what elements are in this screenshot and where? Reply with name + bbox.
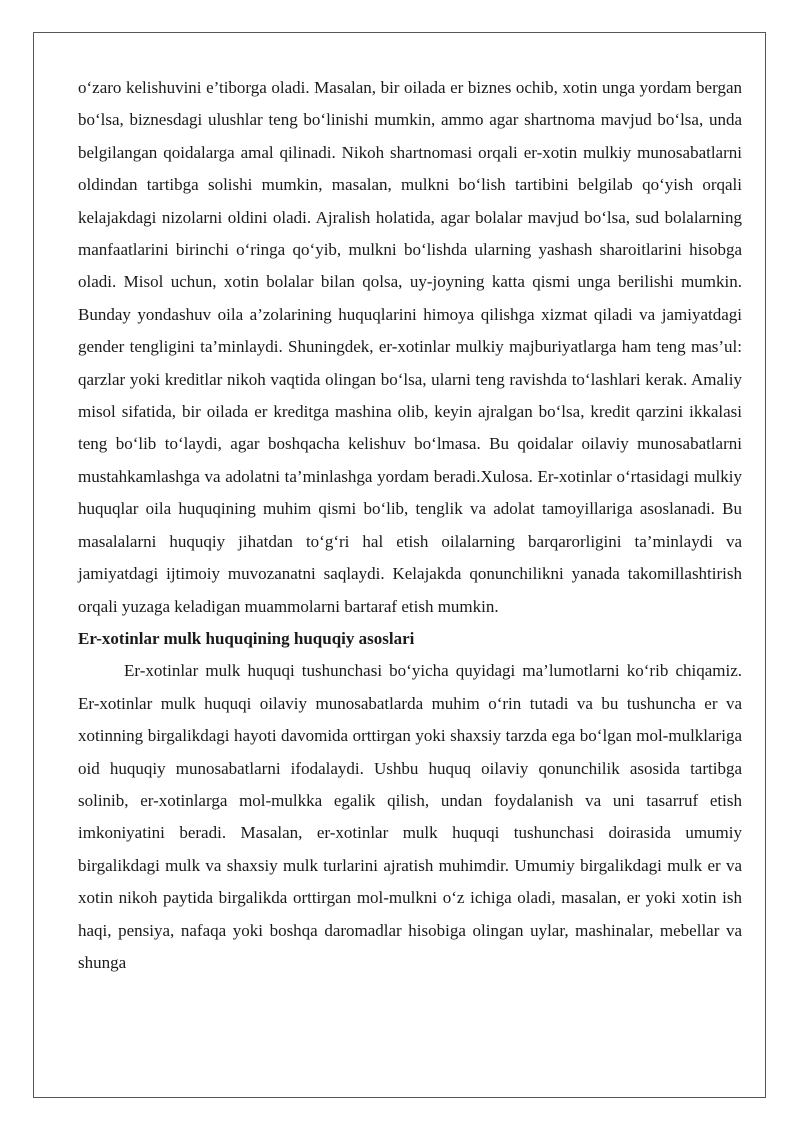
document-body [78, 72, 742, 979]
paragraph-section-intro: Er-xotinlar mulk huquqi tushunchasi bo‘yicha quyidagi ma’lumotlarni ko‘rib chiqamiz. Er-xotinlar mulk huquqi oilaviy munosabatlarda muhim o‘rin tutadi va bu tushuncha er va xotinning birgalikdagi hayoti davomida orttirgan yoki shaxsiy tarzda ega bo‘lgan mol-mulklariga oid huquqiy munosabatlarni ifodalaydi. Ushbu huquq oilaviy qonunchilik asosida tartibga solinib, er-xotinlarga mol-mulkka egalik qilish, undan foydalanish va uni tasarruf etish imkoniyatini beradi. Masalan, er-xotinlar mulk huquqi tushunchasi doirasida umumiy birgalikdagi mulk va shaxsiy mulk turlarini ajratish muhimdir. Umumiy birgalikdagi mulk er va xotin nikoh paytida birgalikda orttirgan mol-mulkni o‘z ichiga oladi, masalan, er yoki xotin ish haqi, pensiya, nafaqa yoki boshqa daromadlar hisobiga olingan uylar, mashinalar, mebellar va shunga [78, 661, 742, 972]
section-heading: Er-xotinlar mulk huquqining huquqiy asoslari [78, 628, 415, 648]
paragraph-continuation: o‘zaro kelishuvini e’tiborga oladi. Masalan, bir oilada er biznes ochib, xotin unga yordam bergan bo‘lsa, biznesdagi ulushlar teng bo‘linishi mumkin, ammo agar shartnoma mavjud bo‘lsa, unda belgilangan qoidalarga amal qilinadi. Nikoh shartnomasi orqali er-xotin mulkiy munosabatlarni oldindan tartibga solishi mumkin, masalan, mulkni bo‘lish tartibini belgilab qo‘yish orqali kelajakdagi nizolarni oldini oladi. Ajralish holatida, agar bolalar mavjud bo‘lsa, sud bolalarning manfaatlarini birinchi o‘ringa qo‘yib, mulkni bo‘lishda ularning yashash sharoitlarini hisobga oladi. Misol uchun, xotin bolalar bilan qolsa, uy-joyning katta qismi unga berilishi mumkin. Bunday yondashuv oila a’zolarining huquqlarini himoya qilishga xizmat qiladi va jamiyatdagi gender tengligini ta’minlaydi. Shuningdek, er-xotinlar mulkiy majburiyatlarga ham teng mas’ul: qarzlar yoki kreditlar nikoh vaqtida olingan bo‘lsa, ularni teng ravishda to‘lashlari kerak. Amaliy misol sifatida, bir oilada er kreditga mashina olib, keyin ajralgan bo‘lsa, kredit qarzini ikkalasi teng bo‘lib to‘laydi, agar boshqacha kelishuv bo‘lmasa. Bu qoidalar oilaviy munosabatlarni mustahkamlashga va adolatni ta’minlashga yordam beradi.Xulosa. Er-xotinlar o‘rtasidagi mulkiy huquqlar oila huquqining muhim qismi bo‘lib, tenglik va adolat tamoyillariga asoslanadi. Bu masalalarni huquqiy jihatdan to‘g‘ri hal etish oilalarning barqarorligini ta’minlaydi va jamiyatdagi ijtimoiy muvozanatni saqlaydi. Kelajakda qonunchilikni yanada takomillashtirish orqali yuzaga keladigan muammolarni bartaraf etish mumkin. [78, 78, 742, 616]
